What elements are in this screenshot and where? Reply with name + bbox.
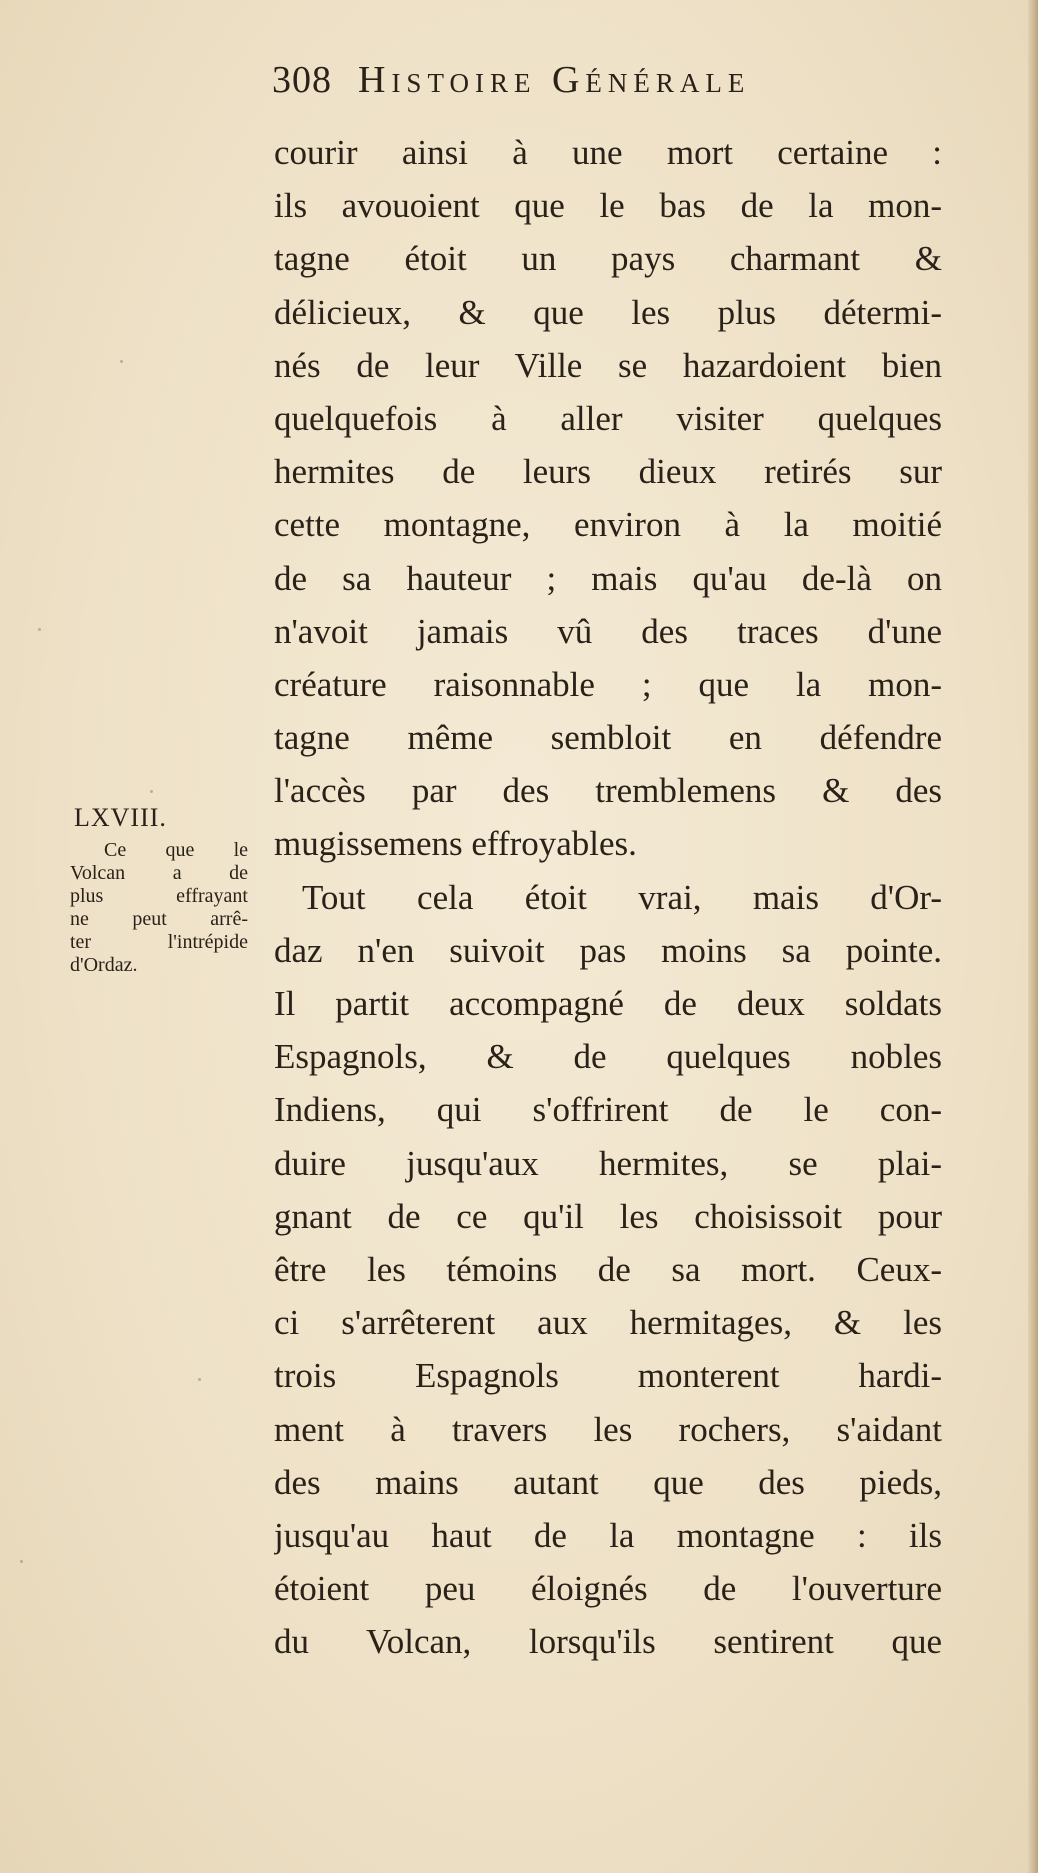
text-line: n'avoit jamais vû des traces d'une — [274, 611, 942, 651]
margin-note-line: d'Ordaz. — [70, 954, 138, 976]
text-line: de sa hauteur ; mais qu'au de-là on — [274, 558, 942, 598]
text-line: hermites de leurs dieux retirés sur — [274, 452, 942, 492]
margin-note-line: Volcan a de — [70, 862, 248, 884]
paragraph-end-line: mugissemens effroyables. — [274, 824, 637, 864]
text-line: cette montagne, environ à la moitié — [274, 505, 942, 545]
text-line: tagne étoit un pays charmant & — [274, 239, 942, 279]
paper-speck — [150, 790, 153, 793]
text-line: ment à travers les rochers, s'aidant — [274, 1409, 942, 1449]
text-line: ils avouoient que le bas de la mon- — [274, 186, 942, 226]
text-line: créature raisonnable ; que la mon- — [274, 664, 942, 704]
text-line: duire jusqu'aux hermites, se plai- — [274, 1143, 942, 1183]
paragraph-first-line: Tout cela étoit vrai, mais d'Or- — [302, 877, 942, 917]
text-line: l'accès par des tremblemens & des — [274, 771, 942, 811]
text-line: quelquefois à aller visiter quelques — [274, 398, 942, 438]
text-line: courir ainsi à une mort certaine : — [274, 133, 942, 172]
text-line: ci s'arrêterent aux hermitages, & les — [274, 1303, 942, 1343]
text-line: tagne même sembloit en défendre — [274, 718, 942, 758]
text-line: étoient peu éloignés de l'ouverture — [274, 1569, 942, 1609]
marginal-note — [70, 803, 250, 977]
text-line: des mains autant que des pieds, — [274, 1462, 942, 1502]
text-line: jusqu'au haut de la montagne : ils — [274, 1515, 942, 1555]
text-line: être les témoins de sa mort. Ceux- — [274, 1249, 942, 1289]
section-numeral: LXVIII. — [74, 803, 167, 832]
page-number: 308 — [272, 59, 332, 101]
margin-note-line: Ce que le — [104, 839, 248, 861]
running-head-title: Histoire Générale — [358, 59, 751, 101]
margin-note-line: plus effrayant — [70, 885, 248, 907]
paper-speck — [38, 628, 41, 631]
text-line: délicieux, & que les plus détermi- — [274, 292, 942, 332]
text-line: Indiens, qui s'offrirent de le con- — [274, 1090, 942, 1130]
paper-speck — [20, 1560, 23, 1563]
paper-speck — [120, 360, 123, 363]
text-line: daz n'en suivoit pas moins sa pointe. — [274, 930, 942, 970]
text-line: trois Espagnols monterent hardi- — [274, 1356, 942, 1396]
text-line: Il partit accompagné de deux soldats — [274, 984, 942, 1023]
text-line: nés de leur Ville se hazardoient bien — [274, 345, 942, 385]
running-head — [272, 58, 952, 118]
text-line: du Volcan, lorsqu'ils sentirent que — [274, 1622, 942, 1662]
text-line: Espagnols, & de quelques nobles — [274, 1037, 942, 1077]
paper-speck — [198, 1378, 201, 1381]
margin-note-line: ter l'intrépide — [70, 931, 248, 953]
margin-note-line: ne peut arrê- — [70, 908, 248, 930]
page-edge-shadow — [1028, 0, 1038, 1873]
body-text — [274, 126, 942, 1668]
text-line: gnant de ce qu'il les choisissoit pour — [274, 1196, 942, 1236]
